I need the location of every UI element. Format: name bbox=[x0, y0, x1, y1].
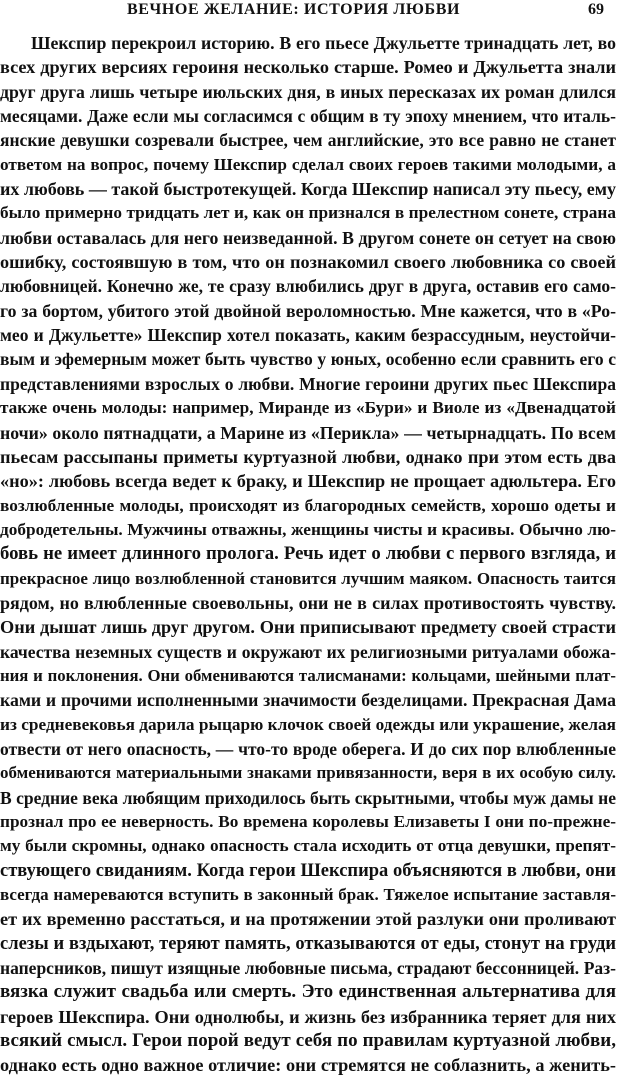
text-line: вым и эфемерным может быть чувство у юных, особенно если сравнить его с bbox=[0, 349, 616, 370]
text-line: В средние века любящим приходилось быть скрытными, чтобы муж дамы не bbox=[0, 787, 616, 808]
text-line: Шекспир перекроил историю. В его пьесе Джульетте тринадцать лет, во bbox=[31, 33, 616, 53]
text-line: прекрасное лицо возлюбленной становится лучшим маяком. Опасность таится bbox=[0, 568, 616, 588]
text-line: добродетельны. Мужчины отважны, женщины чисты и красивы. Обычно лю- bbox=[0, 519, 616, 539]
text-line: героев Шекспира. Они однолюбы, и жизнь без избранника теряет для них bbox=[0, 1006, 616, 1027]
text-line: ния и поклонения. Они обмениваются талисманами: кольцами, шейными плат- bbox=[0, 665, 616, 685]
text-line: ответом на вопрос, почему Шекспир сделал своих героев такими молодыми, а bbox=[0, 154, 616, 174]
text-line: ствующего свиданиям. Когда герои Шекспира объясняются в любви, они bbox=[0, 860, 616, 881]
text-line: всех других версиях героиня несколько старше. Ромео и Джульетта знали bbox=[0, 57, 616, 78]
text-line: мео и Джульетте» Шекспир хотел показать, каким безрассудным, неустойчи- bbox=[0, 325, 616, 346]
text-line: му были скромны, однако опасность стала исходить от отца девушки, препят- bbox=[0, 836, 616, 856]
text-line: любви оставалась для него неизведанной. В другом сонете он сетует на свою bbox=[0, 227, 616, 248]
text-line: пьесам рассыпаны приметы куртуазной любви, однако при этом есть два bbox=[0, 446, 616, 467]
text-line: янские девушки созревали быстрее, чем английские, это все равно не станет bbox=[0, 130, 616, 151]
text-line: вязка служит свадьба или смерть. Это единственная альтернатива для bbox=[0, 981, 616, 1003]
page-number: 69 bbox=[588, 1, 604, 18]
text-line: из средневековья дарила рыцарю клочок своей одежды или украшение, желая bbox=[0, 714, 616, 734]
text-line: прознал про ее неверность. Во времена королевы Елизаветы I они по-прежне- bbox=[0, 812, 616, 831]
text-line: их любовь — такой быстротекущей. Когда Шекспир написал эту пьесу, ему bbox=[0, 179, 616, 200]
text-line: было примерно тридцать лет и, как он признался в прелестном сонете, страна bbox=[0, 203, 616, 223]
text-line: также очень молоды: например, Миранде из «Бури» и Виоле из «Двенадцатой bbox=[0, 398, 616, 418]
text-line: ет их временно расстаться, и на протяжении этой разлуки они проливают bbox=[0, 909, 616, 930]
text-line: однако есть одно важное отличие: они стремятся не соблазнить, а женить- bbox=[0, 1055, 616, 1076]
text-line: всякий смысл. Герои порой ведут себя по правилам куртуазной любви, bbox=[0, 1030, 616, 1052]
text-line: любовницей. Конечно же, те сразу влюбились друг в друга, оставив его само- bbox=[0, 276, 616, 297]
text-line: качества неземных существ и окружают их религиозными ритуалами обожа- bbox=[0, 641, 616, 662]
text-line: всегда намереваются вступить в законный брак. Тяжелое испытание заставля- bbox=[0, 885, 616, 905]
text-line: Они дышат лишь друг другом. Они приписывают предмету своей страсти bbox=[0, 617, 616, 638]
text-line: друг друга лишь четыре июльских дня, в иных пересказах их роман длился bbox=[0, 81, 616, 102]
body-paragraph bbox=[0, 31, 616, 1078]
text-line: месяцами. Даже если мы согласимся с общим в ту эпоху мнением, что италь- bbox=[0, 106, 616, 127]
running-head bbox=[0, 0, 620, 22]
text-line: возлюбленные молоды, происходят из благородных семейств, хорошо одеты и bbox=[0, 495, 616, 515]
text-line: отвести от него опасность, — что-то вроде оберега. И до сих пор влюбленные bbox=[0, 738, 616, 759]
running-title: ВЕЧНОЕ ЖЕЛАНИЕ: ИСТОРИЯ ЛЮБВИ bbox=[127, 1, 461, 18]
text-line: рядом, но влюбленные своевольны, они не в силах противостоять чувству. bbox=[0, 592, 616, 613]
text-line: ошибку, состоявшую в том, что он познакомил своего любовника со своей bbox=[0, 252, 616, 273]
text-line: го за бортом, убитого этой двойной вероломностью. Мне кажется, что в «Ро- bbox=[0, 300, 616, 321]
text-line: ками и прочими исполненными значимости безделицами. Прекрасная Дама bbox=[0, 690, 616, 711]
text-line: наперсников, пишут изящные любовные письма, страдают бессонницей. Раз- bbox=[0, 958, 616, 979]
text-line: обмениваются материальными знаками привязанности, веря в их особую силу. bbox=[0, 763, 616, 783]
text-line: слезы и вздыхают, теряют память, отказываются от еды, стонут на груди bbox=[0, 933, 616, 954]
text-line: представлениями взрослых о любви. Многие героини других пьес Шекспира bbox=[0, 373, 616, 394]
text-line: бовь не имеет длинного пролога. Речь идет о любви с первого взгляда, и bbox=[0, 543, 616, 565]
text-line: «но»: любовь всегда ведет к браку, и Шекспир не прощает адюльтера. Его bbox=[0, 471, 616, 492]
text-line: ночи» около пятнадцати, а Марине из «Перикла» — четырнадцать. По всем bbox=[0, 422, 616, 443]
